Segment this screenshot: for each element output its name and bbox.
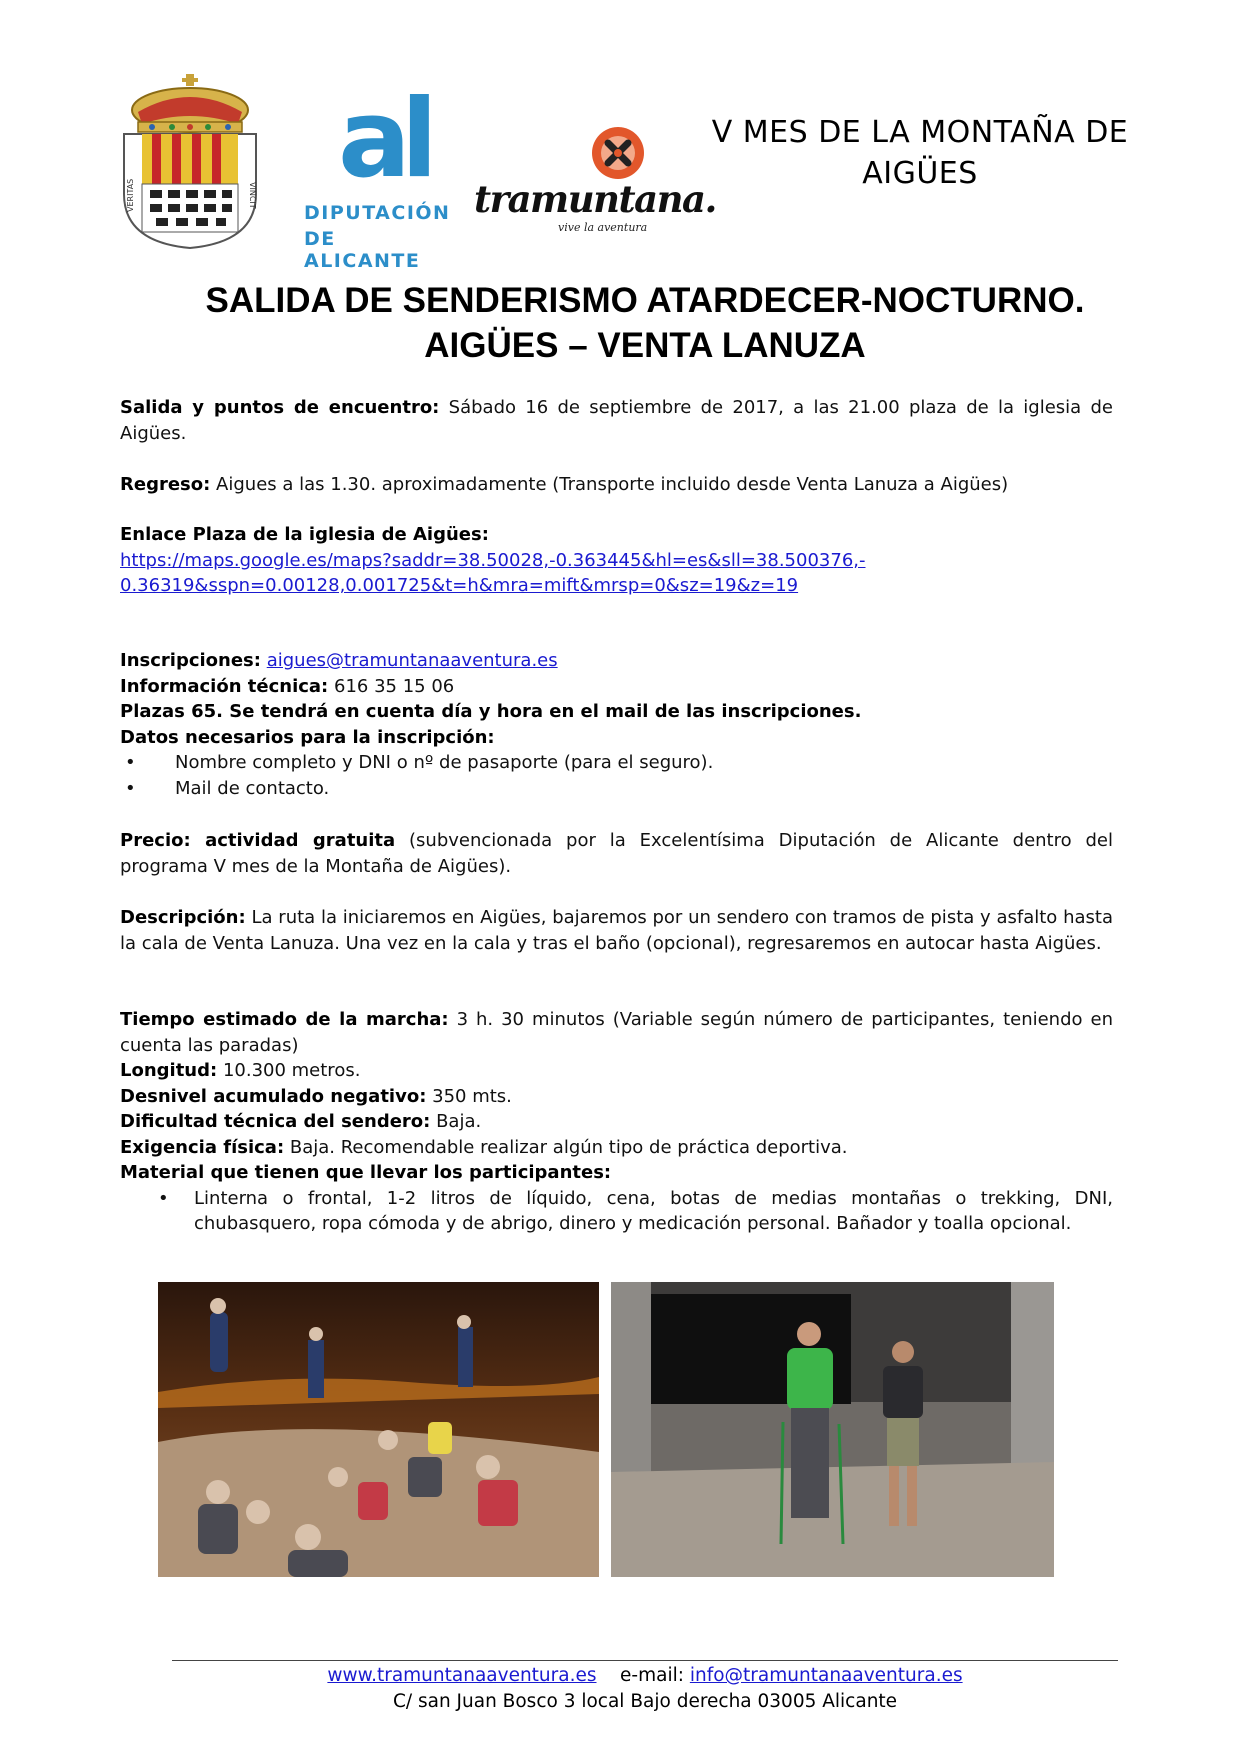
- descripcion-paragraph: [120, 905, 1113, 956]
- inscripciones-block: [120, 648, 1113, 801]
- header-title-line2: AIGÜES: [862, 156, 978, 191]
- inscripciones-email-link[interactable]: aigues@tramuntanaaventura.es: [266, 650, 558, 671]
- footer-email-link[interactable]: info@tramuntanaaventura.es: [689, 1665, 963, 1686]
- header-title: [680, 112, 1160, 194]
- maps-link-line2[interactable]: 0.36319&sspn=0.00128,0.001725&t=h&mra=mift&mrsp=0&sz=19&z=19: [120, 575, 799, 596]
- regreso-paragraph: [120, 472, 1113, 498]
- precio-text: (subvencionada por la Excelentísima Diputación de Alicante dentro del programa V mes de la Montaña de Aigües).: [120, 830, 1113, 877]
- exigencia-text: Baja. Recomendable realizar algún tipo de práctica deportiva.: [284, 1136, 848, 1158]
- night-group-photo: [158, 1282, 599, 1577]
- salida-label: Salida y puntos de encuentro:: [120, 397, 440, 418]
- dificultad-text: Baja.: [430, 1111, 482, 1132]
- plazas-text: Plazas 65. Se tendrá en cuenta día y hora en el mail de las inscripciones.: [120, 701, 862, 722]
- enlace-label: Enlace Plaza de la iglesia de Aigües:: [120, 524, 489, 545]
- enlace-block: [120, 522, 1113, 599]
- page-title-line2: AIGÜES – VENTA LANUZA: [424, 326, 866, 365]
- tiempo-text: 3 h. 30 minutos (Variable según número de participantes, teniendo en cuenta las paradas): [120, 1009, 1113, 1056]
- diputacion-alicante-logo: [300, 77, 451, 272]
- descripcion-text: La ruta la iniciaremos en Aigües, bajaremos por un sendero con tramos de pista y asfalto hasta la cala de Venta Lanuza. Una vez en la cala y tras el baño (opcional), regresaremos en autocar hasta Aigües.: [120, 907, 1113, 954]
- precio-paragraph: [120, 828, 1113, 879]
- list-item: • Mail de contacto.: [120, 776, 1113, 802]
- footer-address: C/ san Juan Bosco 3 local Bajo derecha 03005 Alicante: [392, 1691, 898, 1712]
- longitud-text: 10.300 metros.: [217, 1060, 361, 1081]
- list-item: • Nombre completo y DNI o nº de pasaporte (para el seguro).: [120, 750, 1113, 776]
- footer-email-label: e-mail:: [620, 1665, 684, 1686]
- info-tecnica-phone: 616 35 15 06: [328, 675, 455, 697]
- material-list-item: • Linterna o frontal, 1-2 litros de líquido, cena, botas de medias montañas o trekking, DNI, chubasquero, ropa cómoda y de abrigo, dinero y medicación personal. Bañador y toalla opcional.: [120, 1186, 1113, 1237]
- salida-text: Sábado 16 de septiembre de 2017, a las 21.00 plaza de la iglesia de Aigües.: [120, 397, 1113, 444]
- diputacion-logo-line2: DE ALICANTE: [304, 228, 421, 272]
- tunnel-hikers-photo: [611, 1282, 1054, 1577]
- tramuntana-logo: [470, 125, 716, 240]
- regreso-text: Aigues a las 1.30. aproximadamente (Transporte incluido desde Venta Lanuza a Aigües): [210, 474, 1009, 495]
- tramuntana-tagline: vive la aventura: [558, 221, 648, 234]
- datos-label: Datos necesarios para la inscripción:: [120, 726, 495, 748]
- maps-link-line1[interactable]: https://maps.google.es/maps?saddr=38.50028,-0.363445&hl=es&sll=38.500376,-: [120, 549, 866, 571]
- exigencia-label: Exigencia física:: [120, 1136, 285, 1158]
- tiempo-label: Tiempo estimado de la marcha:: [120, 1009, 449, 1030]
- footer: [172, 1663, 1118, 1715]
- precio-label: Precio: actividad gratuita: [120, 830, 396, 851]
- aigues-coat-of-arms-logo: [120, 72, 260, 250]
- diputacion-logo-line1: DIPUTACIÓN: [304, 202, 451, 224]
- shield-motto-left: VERITAS: [126, 178, 135, 212]
- footer-web-link[interactable]: www.tramuntanaaventura.es: [327, 1665, 597, 1686]
- desnivel-text: 350 mts.: [426, 1085, 512, 1107]
- material-label: Material que tienen que llevar los participantes:: [120, 1162, 612, 1183]
- footer-divider: [172, 1660, 1118, 1661]
- page-title: [150, 278, 1140, 368]
- diputacion-mark-icon: al: [338, 77, 428, 202]
- salida-paragraph: [120, 395, 1113, 446]
- tramuntana-wordmark: tramuntana.: [474, 177, 716, 221]
- longitud-label: Longitud:: [120, 1060, 218, 1081]
- header-title-line1: V MES DE LA MONTAÑA DE: [711, 115, 1129, 150]
- inscripciones-label: Inscripciones:: [120, 650, 261, 671]
- tramuntana-compass-icon: [590, 125, 646, 181]
- page-title-line1: SALIDA DE SENDERISMO ATARDECER-NOCTURNO.: [205, 281, 1085, 320]
- regreso-label: Regreso:: [120, 474, 211, 495]
- tecnica-block: [120, 1007, 1113, 1237]
- desnivel-label: Desnivel acumulado negativo:: [120, 1085, 427, 1107]
- shield-motto-right: VINCIT: [248, 182, 257, 209]
- descripcion-label: Descripción:: [120, 907, 246, 928]
- info-tecnica-label: Información técnica:: [120, 675, 329, 697]
- dificultad-label: Dificultad técnica del sendero:: [120, 1111, 431, 1132]
